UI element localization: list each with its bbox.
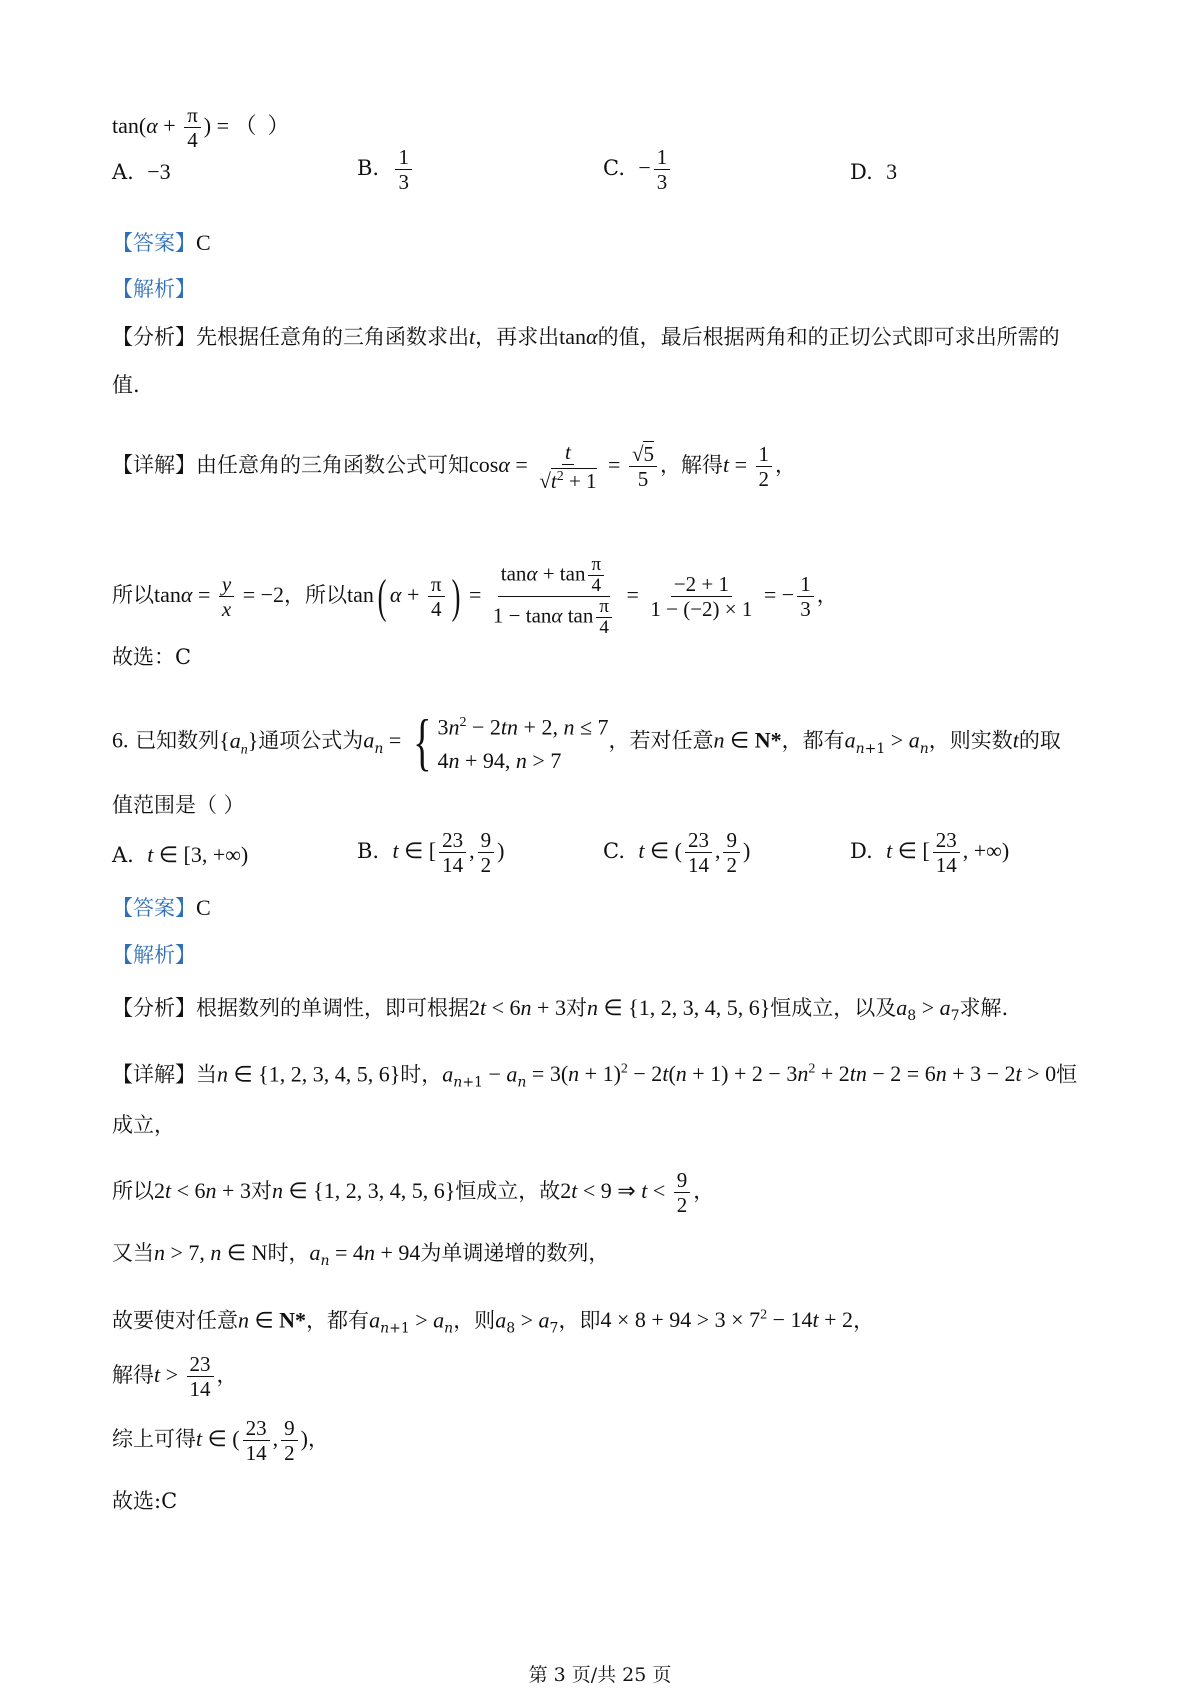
q5-detail-2: 所以tanα = $\frac{y}{x}$ = −2，所以tan( α + $\frac{\pi}{4}$ ) = tanα + tan $\frac{\pi}{4}$ 1 − tanα tan $\frac{\pi}{4}$ = $\frac{-2 + 1}{1 - (-2) \times 1}$ = − $\frac{1}{3}$ ， (112, 554, 838, 638)
page-footer: 第 3 页/共 25 页 (528, 1664, 672, 1686)
q6-detail-line2: 所以2t < 6n + 3对n ∈ {1, 2, 3, 4, 5, 6}恒成立，故2t < 9 ⇒ t < $\frac{9}{2}$ ， (112, 1168, 715, 1217)
q6-option-a: A. t ∈ [3, +∞) (112, 842, 249, 867)
q5-choose: 故选：C (112, 645, 192, 669)
q6-detail-line5: 解得t > $\frac{23}{14}$ ， (112, 1352, 238, 1401)
q6-choose: 故选:C (112, 1489, 178, 1513)
q6-fenxi: 【分析】根据数列的单调性，即可根据2t < 6n + 3对n ∈ {1, 2, 3, 4, 5, 6}恒成立，以及$a_8 > a_7$求解. (112, 995, 1009, 1025)
q6-option-b: B. t ∈ [ $\frac{23}{14}$ , $\frac{9}{2}$ ) (357, 828, 505, 877)
q6-option-c: C. t ∈ ( $\frac{23}{14}$ , $\frac{9}{2}$ ) (603, 828, 751, 877)
q6-detail: 【详解】当n ∈ {1, 2, 3, 4, 5, 6}时，$a_{n+1} - a_n = 3(n + 1)^2 - 2t(n + 1) + 2 - 3n^2 + 2tn - 2 = 6n + 3 - 2t > 0$恒 (112, 1061, 1078, 1091)
q5-fenxi: 【分析】先根据任意角的三角函数求出t，再求出tanα的值，最后根据两角和的正切公式即可求出所需的 (112, 324, 1060, 349)
q6-option-d: D. t ∈ [ $\frac{23}{14}$ , +∞) (850, 828, 1010, 877)
q5-option-c: C. − $\frac{1}{3}$ (603, 145, 673, 194)
q6-detail-cont: 成立， (112, 1113, 175, 1137)
q6-detail-line6: 综上可得t ∈ ( $\frac{23}{14}$ , $\frac{9}{2}$ )， (112, 1416, 329, 1465)
q6-detail-line3: 又当n > 7, n ∈ N时，$a_n = 4n + 94$为单调递增的数列， (112, 1240, 610, 1270)
q5-option-d: D. 3 (850, 159, 898, 184)
q5-fenxi-cont: 值. (112, 373, 140, 397)
q6-answer: 【答案】C (112, 895, 211, 920)
q5-option-a: A. −3 (112, 159, 171, 184)
q6-detail-line4: 故要使对任意n ∈ N*，都有$a_{n+1} > a_n$，则$a_8 > a_7$，即$4 \times 8 + 94 > 3 \times 7^2 - 14t + 2$， (112, 1307, 875, 1337)
q5-option-b: B. $\frac{1}{3}$ (357, 145, 415, 194)
q5-detail: 【详解】由任意角的三角函数公式可知cosα = $\frac{t}{√t^2 + 1}$ = $\frac{√5}{5}$ ，解得t = $\frac{1}{2}$ ， (112, 440, 797, 493)
q6-analysis-tag: 【解析】 (112, 943, 196, 967)
q6-stem: 6. 已知数列$\{a_n\}$通项公式为$a_n$ = { $3n^2 - 2tn + 2$, n ≤ 7 4n + 94, n > 7 ，若对任意n ∈ N*，都有$a_{n+1} > a_n$，则实数t的取 (112, 706, 1061, 778)
q6-stem-cont: 值范围是（ ） (112, 793, 245, 817)
q5-stem-tail: tan(α + $\frac{\pi}{4}$ ) = （ ） (112, 103, 290, 152)
q5-answer: 【答案】C (112, 230, 211, 255)
q5-analysis-tag: 【解析】 (112, 277, 196, 301)
